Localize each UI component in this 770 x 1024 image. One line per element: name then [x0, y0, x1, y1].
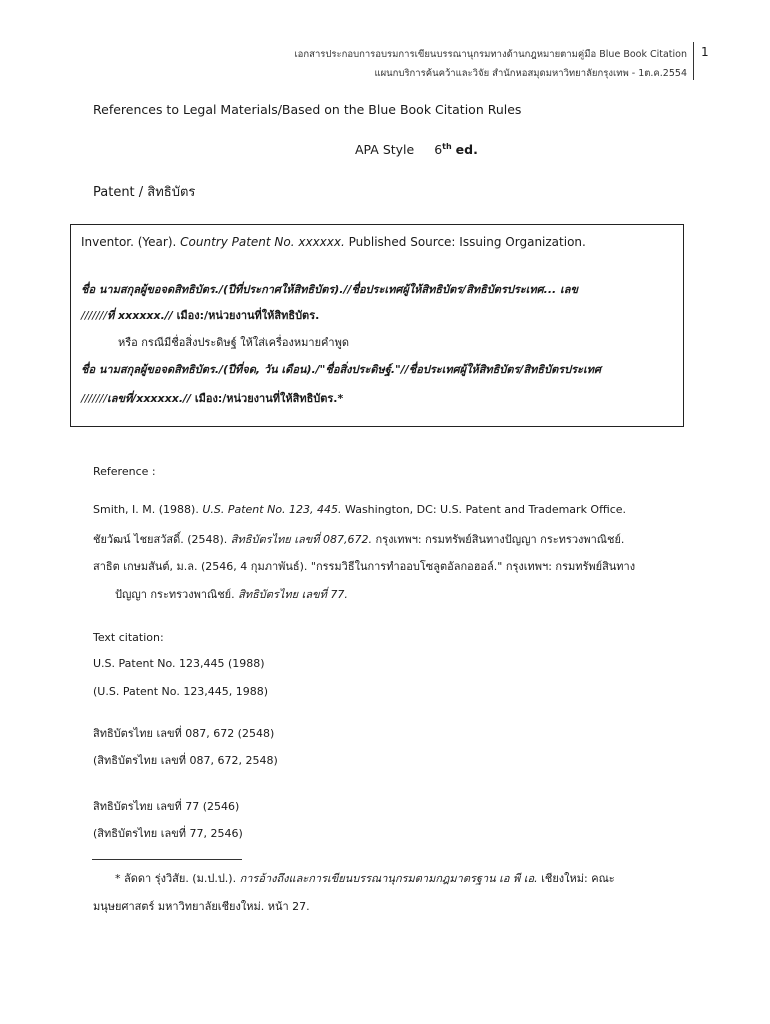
format-thai-line-2-prefix: ///////: [81, 309, 107, 322]
edition-suffix: ed.: [455, 142, 478, 158]
citation-item: สิทธิบัตรไทย เลขที่ 087, 672 (2548): [93, 727, 275, 740]
footnote-line-2: มนุษยศาสตร์ มหาวิทยาลัยเชียงใหม่. หน้า 27.: [93, 900, 310, 913]
edition-number: 6: [434, 142, 443, 158]
header-divider: [693, 42, 694, 80]
format-thai-line-2-rest: เมือง:/หน่วยงานที่ให้สิทธิบัตร.: [172, 309, 320, 322]
format-thai-line-2: [81, 306, 319, 324]
document-title: References to Legal Materials/Based on the Blue Book Citation Rules: [93, 102, 522, 117]
citation-item: (สิทธิบัตรไทย เลขที่ 77, 2546): [93, 827, 243, 840]
ref2-rest: กรุงเทพฯ: กรมทรัพย์สินทางปัญญา กระทรวงพาณิชย์.: [372, 533, 625, 546]
section-title: Patent / สิทธิบัตร: [93, 185, 196, 200]
footnote-rest: เชียงใหม่: คณะ: [537, 872, 615, 885]
style-label: APA Style: [355, 142, 415, 158]
format-thai-line-4-italic: เลขที่/xxxxxx.//: [106, 392, 192, 405]
citation-item: สิทธิบัตรไทย เลขที่ 77 (2546): [93, 800, 240, 813]
ref1-rest: Washington, DC: U.S. Patent and Trademark Office.: [341, 503, 627, 516]
reference-entry-3-line-1: สาธิต เกษมสันต์, ม.ล. (2546, 4 กุมภาพันธ์). "กรรมวิธีในการทำออบโซลูตอัลกอฮอล์." กรุงเทพฯ: กรมทรัพย์สินทาง: [93, 560, 636, 573]
format-line-english: [81, 235, 586, 249]
format-line-plain-2: Published Source: Issuing Organization.: [344, 235, 586, 249]
ref1-plain: Smith, I. M. (1988).: [93, 503, 203, 516]
ref1-italic: U.S. Patent No. 123, 445.: [202, 503, 342, 516]
format-thai-line-4: [81, 389, 343, 407]
footnote-line-1: [115, 869, 615, 887]
footnote-italic: การอ้างถึงและการเขียนบรรณานุกรมตามกฎมาตรฐาน เอ พี เอ.: [239, 872, 538, 885]
edition-superscript: th: [442, 142, 452, 151]
format-thai-line-1: ชื่อ นามสกุลผู้ขอจดสิทธิบัตร./(ปีที่ประกาศให้สิทธิบัตร).//ชื่อประเทศผู้ให้สิทธิบัตร/สิทธิบัตรประเทศ... เลข: [81, 283, 579, 296]
reference-entry-3-line-2: [115, 585, 348, 603]
format-line-plain-1: Inventor. (Year).: [81, 235, 181, 249]
ref2-plain: ชัยวัฒน์ ไชยสวัสดิ์. (2548).: [93, 533, 231, 546]
footnote-plain: * ลัดดา รุ่งวิสัย. (ม.ป.ป.).: [115, 872, 240, 885]
citation-item: (สิทธิบัตรไทย เลขที่ 087, 672, 2548): [93, 754, 278, 767]
format-thai-line-2-italic: ที่ xxxxxx.//: [106, 309, 173, 322]
reference-entry-1: [93, 503, 626, 516]
reference-entry-2: [93, 530, 624, 548]
ref3-italic: สิทธิบัตรไทย เลขที่ 77.: [238, 588, 348, 601]
format-line-italic: Country Patent No. xxxxxx.: [180, 235, 345, 249]
ref2-italic: สิทธิบัตรไทย เลขที่ 087,672.: [230, 533, 372, 546]
reference-label: Reference :: [93, 465, 156, 478]
format-or-line: หรือ กรณีมีชื่อสิ่งประดิษฐ์ ให้ใส่เครื่องหมายคำพูด: [118, 336, 349, 349]
text-citation-label: Text citation:: [93, 631, 164, 644]
header-line-1: เอกสารประกอบการอบรมการเขียนบรรณานุกรมทางด้านกฎหมายตามคู่มือ Blue Book Citation: [294, 49, 687, 60]
style-line: [355, 142, 478, 157]
format-thai-line-4-prefix: ///////: [81, 392, 107, 405]
citation-item: U.S. Patent No. 123,445 (1988): [93, 657, 265, 670]
ref3-plain: ปัญญา กระทรวงพาณิชย์.: [115, 588, 239, 601]
format-thai-line-3: ชื่อ นามสกุลผู้ขอจดสิทธิบัตร./(ปีที่จด, วัน เดือน)./"ชื่อสิ่งประดิษฐ์."//ชื่อประเทศผู้ให้สิทธิบัตร/สิทธิบัตรประเทศ: [81, 363, 601, 376]
citation-item: (U.S. Patent No. 123,445, 1988): [93, 685, 269, 698]
page-number: 1: [701, 45, 709, 59]
footnote-separator: [92, 859, 242, 860]
header-line-2: แผนกบริการค้นคว้าและวิจัย สำนักหอสมุดมหาวิทยาลัยกรุงเทพ - 1ต.ค.2554: [374, 68, 687, 79]
format-thai-line-4-rest: เมือง:/หน่วยงานที่ให้สิทธิบัตร.*: [191, 392, 344, 405]
